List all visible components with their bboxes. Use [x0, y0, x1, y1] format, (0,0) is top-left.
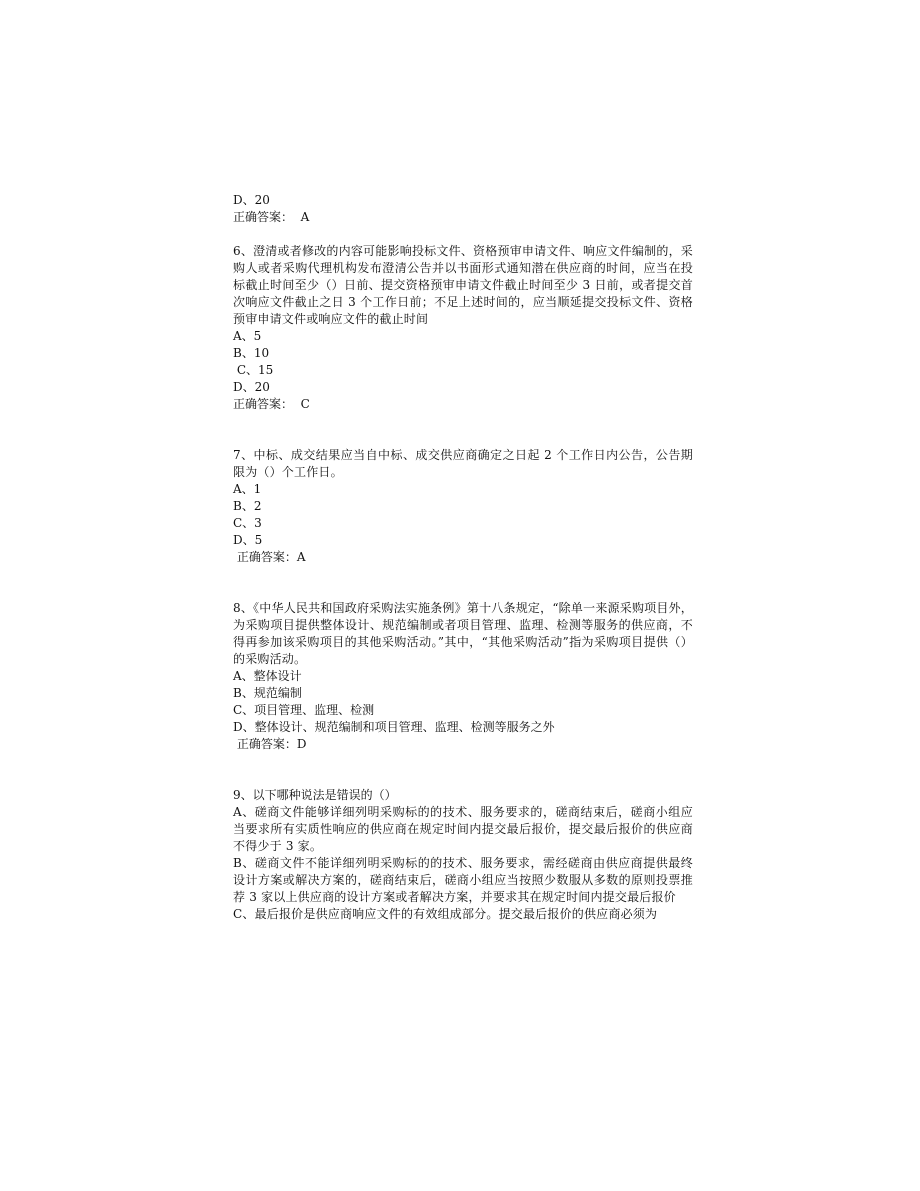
q7-option-a: A、1 [233, 482, 262, 496]
q6-option-d: D、20 [233, 380, 270, 394]
q9-option-a: A、磋商文件能够详细列明采购标的的技术、服务要求的，磋商结束后，磋商小组应当要求所有实质性响应的供应商在规定时间内提交最后报价，提交最后报价的供应商不得少于 3 家。 [233, 805, 693, 853]
q8-stem: 8、《中华人民共和国政府采购法实施条例》第十八条规定，“除单一来源采购项目外，为采购项目提供整体设计、规范编制或者项目管理、监理、检测等服务的供应商，不得再参加该采购项目的其他采购活动。”其中，“其他采购活动”指为采购项目提供（）的采购活动。 [233, 601, 693, 666]
q7-answer: 正确答案：A [233, 550, 306, 564]
q8-option-a: A、整体设计 [233, 669, 302, 683]
q6-option-a: A、5 [233, 329, 262, 343]
q6-option-b: B、10 [233, 346, 270, 360]
q9-option-b: B、磋商文件不能详细列明采购标的的技术、服务要求，需经磋商由供应商提供最终设计方案或解决方案的，磋商结束后，磋商小组应当按照少数服从多数的原则投票推荐 3 家以上供应商的设计方案或者解决方案，并要求其在规定时间内提交最后报价 [233, 856, 693, 904]
q9-option-c: C、最后报价是供应商响应文件的有效组成部分。提交最后报价的供应商必须为 [233, 907, 658, 921]
document-page [233, 192, 693, 923]
q5-answer: 正确答案： A [233, 210, 310, 224]
q8-answer: 正确答案：D [233, 737, 307, 751]
q6-answer: 正确答案： C [233, 397, 310, 411]
q6-option-c: C、15 [233, 363, 274, 377]
q8-option-b: B、规范编制 [233, 686, 302, 700]
q7-stem: 7、中标、成交结果应当自中标、成交供应商确定之日起 2 个工作日内公告，公告期限为（）个工作日。 [233, 448, 693, 479]
q8-option-d: D、整体设计、规范编制和项目管理、监理、检测等服务之外 [233, 720, 555, 734]
q6-stem: 6、澄清或者修改的内容可能影响投标文件、资格预审申请文件、响应文件编制的，采购人或者采购代理机构发布澄清公告并以书面形式通知潜在供应商的时间，应当在投标截止时间至少（）日前、提交资格预审申请文件截止时间至少 3 日前，或者提交首次响应文件截止之日 3 个工作日前；不足上述时间的，应当顺延提交投标文件、资格预审申请文件或响应文件的截止时间 [233, 244, 693, 326]
q7-option-c: C、3 [233, 516, 262, 530]
q7-option-d: D、5 [233, 533, 263, 547]
q7-option-b: B、2 [233, 499, 262, 513]
q9-stem: 9、以下哪种说法是错误的（） [233, 788, 397, 802]
q8-option-c: C、项目管理、监理、检测 [233, 703, 375, 717]
q5-option-d: D、20 [233, 193, 270, 207]
